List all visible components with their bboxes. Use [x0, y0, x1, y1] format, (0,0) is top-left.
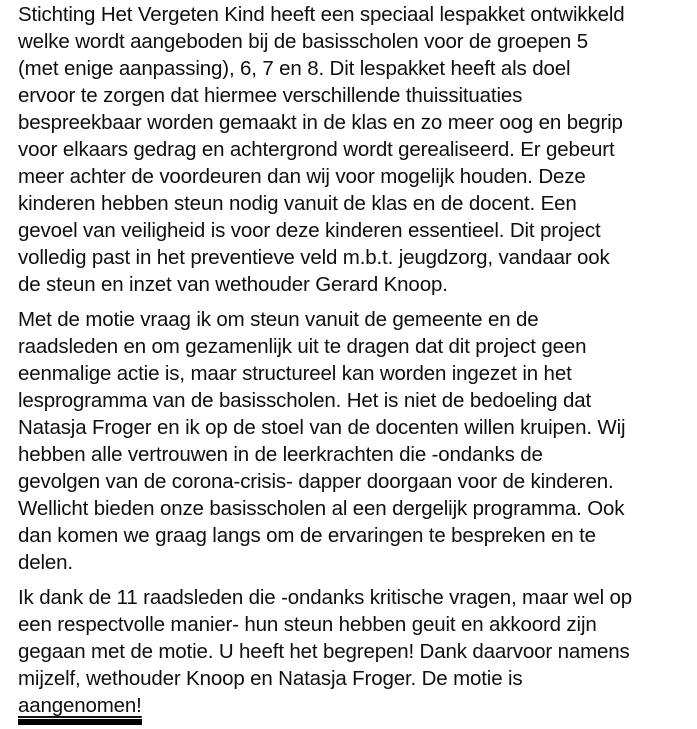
text-line: Natasja Froger en ik op de stoel van de docenten willen kruipen. Wij [18, 416, 626, 439]
text-line: hebben alle vertrouwen in de leerkrachten die -ondanks de [18, 443, 543, 466]
text-line: volledig past in het preventieve veld m.b.t. jeugdzorg, vandaar ook [18, 246, 610, 269]
text-line: gegaan met de motie. U heeft het begrepen! Dank daarvoor namens [18, 640, 630, 663]
text-line: (met enige aanpassing), 6, 7 en 8. Dit lespakket heeft als doel [18, 57, 571, 80]
text-line: welke wordt aangeboden bij de basisscholen voor de groepen 5 [18, 30, 588, 53]
text-line: Ik dank de 11 raadsleden die -ondanks kritische vragen, maar wel op [18, 586, 633, 609]
text-line: delen. [18, 551, 73, 574]
text-line: gevolgen van de corona-crisis- dapper doorgaan voor de kinderen. [18, 470, 614, 493]
emphasized-line [18, 692, 681, 725]
text-line: ervoor te zorgen dat hiermee verschillende thuissituaties [18, 84, 523, 107]
text-line: bespreekbaar worden gemaakt in de klas en zo meer oog en begrip [18, 111, 623, 134]
text-line: mijzelf, wethouder Knoop en Natasja Froger. De motie is [18, 667, 523, 690]
paragraph-dank-raadsleden [18, 584, 681, 725]
text-line: kinderen hebben steun nodig vanuit de klas en de docent. Een [18, 192, 577, 215]
text-line: meer achter de voordeuren dan wij voor mogelijk houden. Deze [18, 165, 586, 188]
text-line: raadsleden en om gezamenlijk uit te dragen dat dit project geen [18, 335, 587, 358]
text-line: dan komen we graag langs om de ervaringen te bespreken en te [18, 524, 596, 547]
text-line: voor elkaars gedrag en achtergrond wordt gerealiseerd. Er gebeurt [18, 138, 615, 161]
text-line: lesprogramma van de basisscholen. Het is niet de bedoeling dat [18, 389, 592, 412]
paragraph-lespakket [18, 1, 681, 298]
text-line: Stichting Het Vergeten Kind heeft een speciaal lespakket ontwikkeld [18, 3, 625, 26]
text-line: een respectvolle manier- hun steun hebben geuit en akkoord zijn [18, 613, 597, 636]
text-line: gevoel van veiligheid is voor deze kinderen essentieel. Dit project [18, 219, 601, 242]
text-line: Met de motie vraag ik om steun vanuit de gemeente en de [18, 308, 539, 331]
emphasized-text: aangenomen! [18, 696, 142, 725]
paragraph-motie-steun [18, 306, 681, 576]
text-line: Wellicht bieden onze basisscholen al een dergelijk programma. Ook [18, 497, 625, 520]
text-line: de steun en inzet van wethouder Gerard Knoop. [18, 273, 448, 296]
text-line: eenmalige actie is, maar structureel kan worden ingezet in het [18, 362, 572, 385]
